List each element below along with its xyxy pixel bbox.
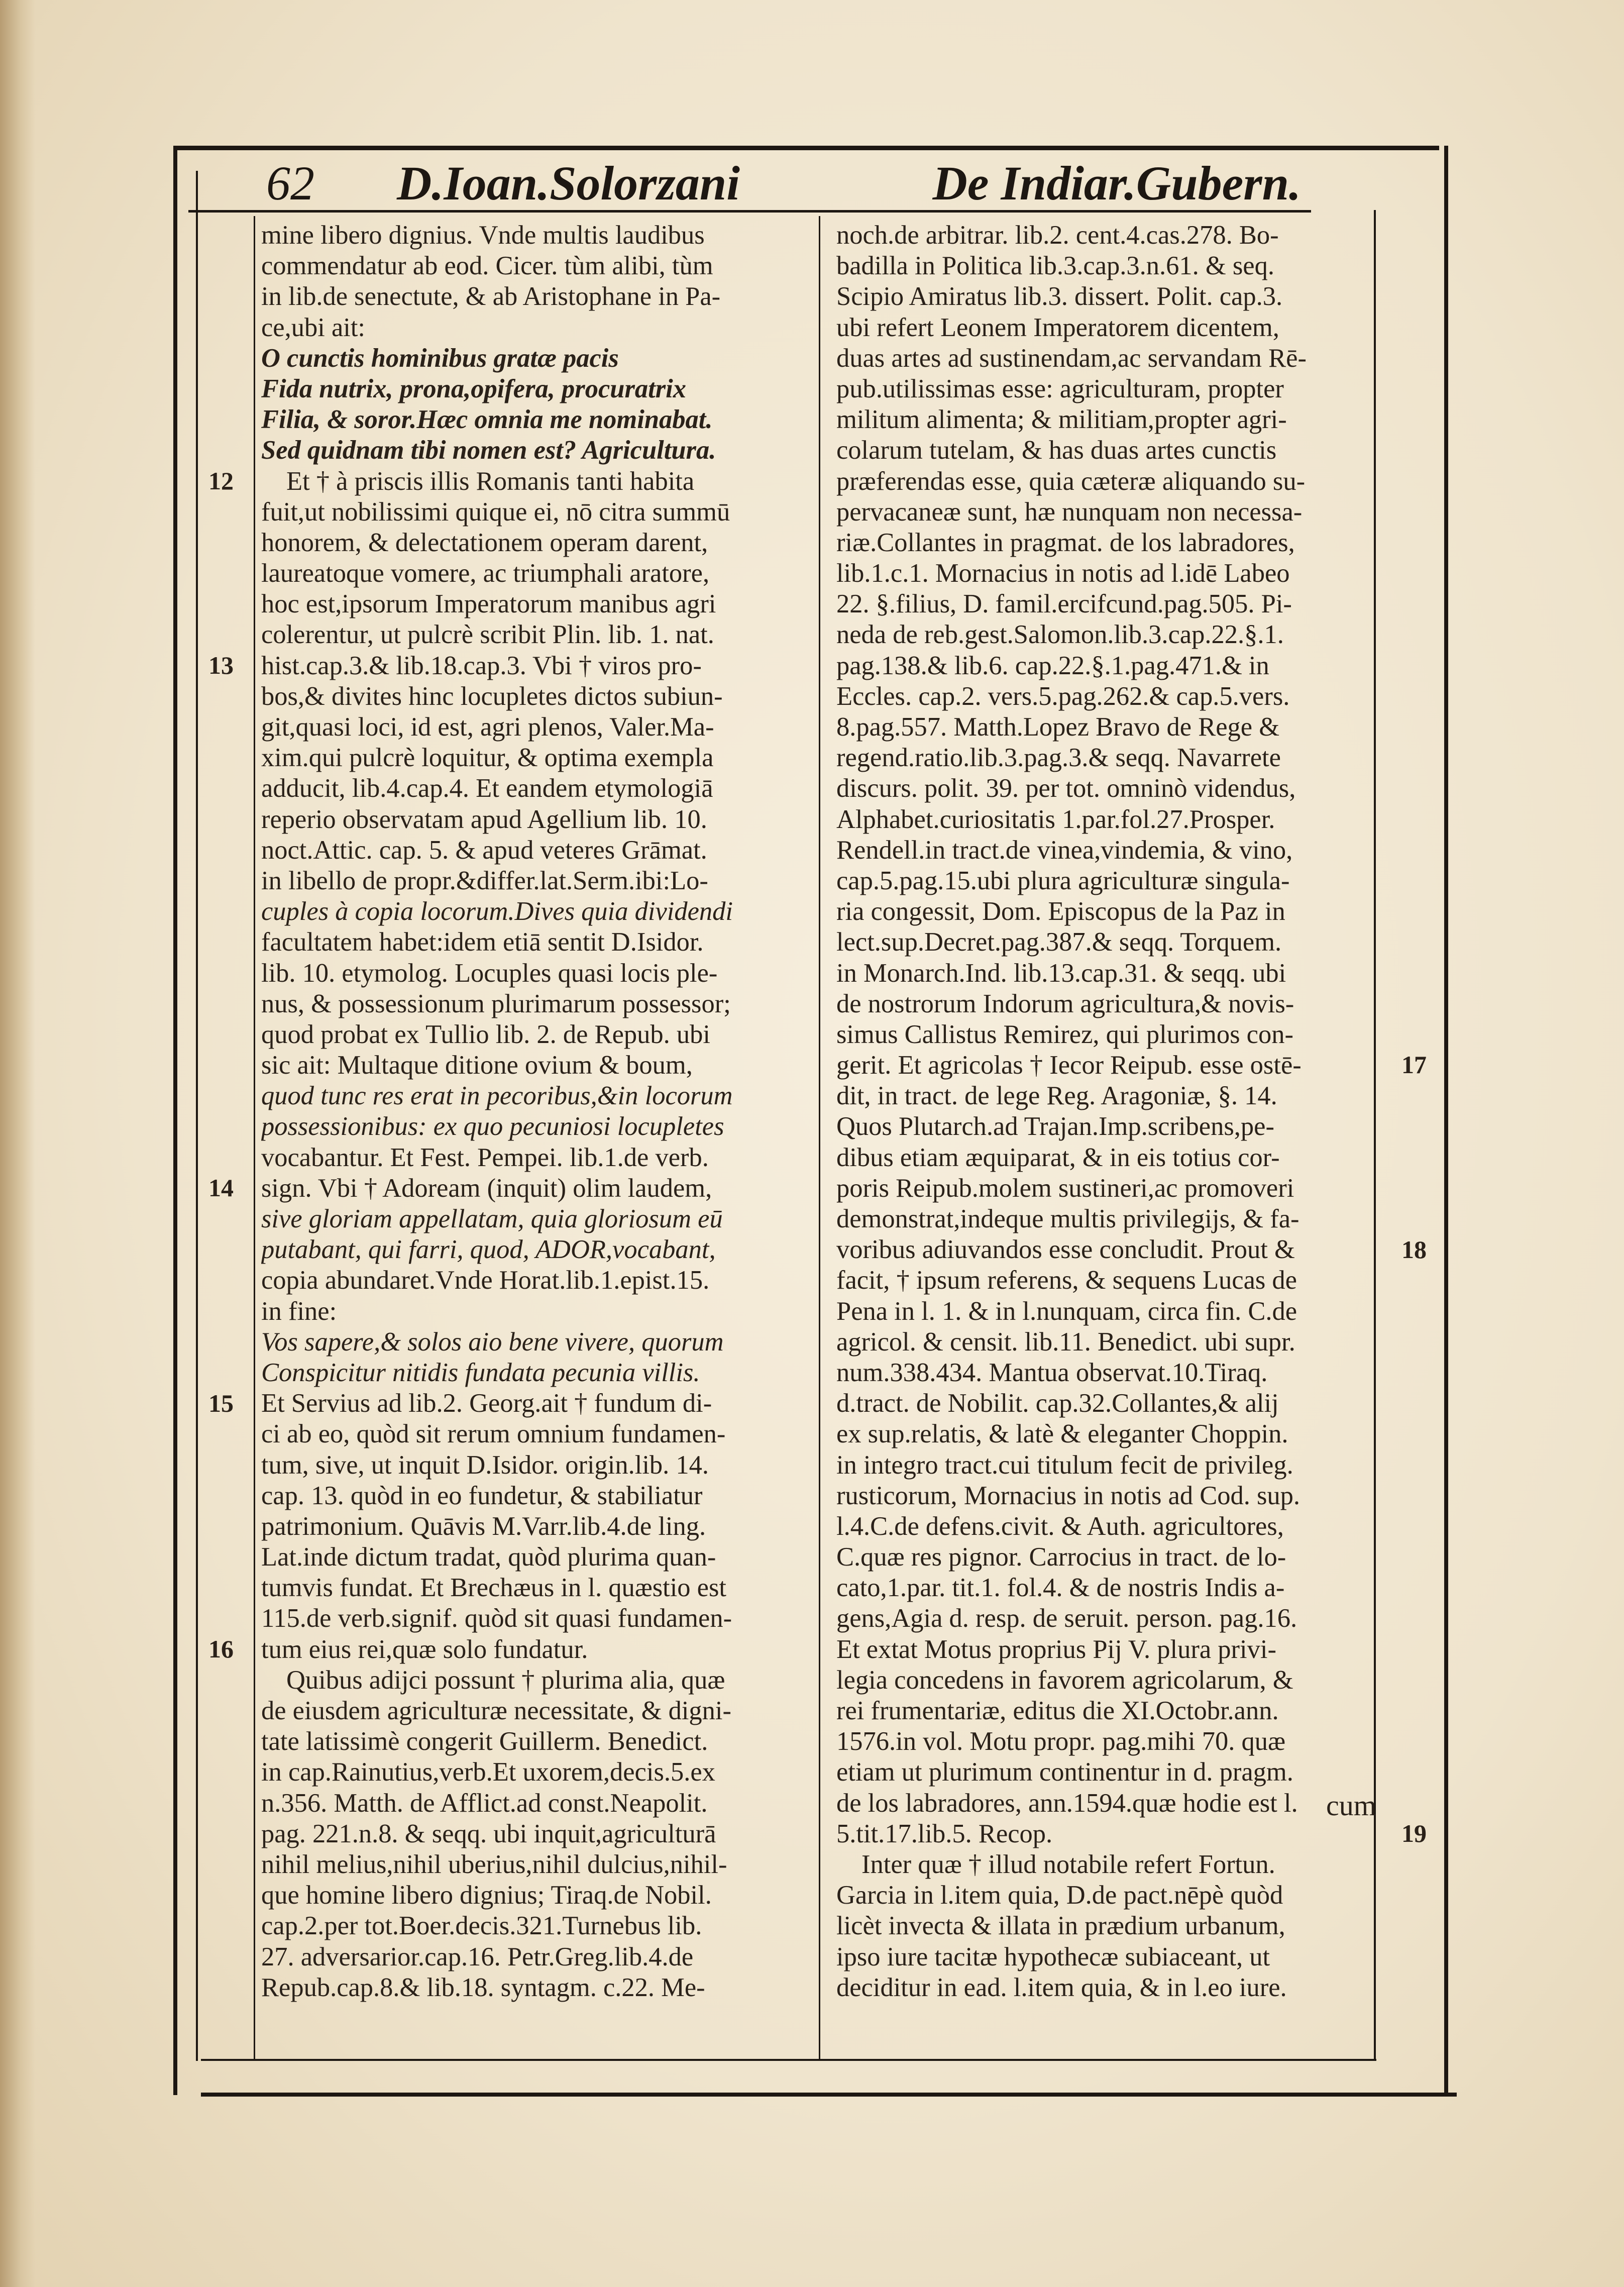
margin-number-left: 15 (208, 1389, 234, 1417)
text-line: deciditur in ead. l.item quia, & in l.eo iure. (836, 1972, 1287, 2002)
text-line: colarum tutelam, & has duas artes cunctis (836, 436, 1277, 465)
text-line: lib. 10. etymolog. Locuples quasi locis ple- (261, 958, 718, 988)
text-line: mine libero dignius. Vnde multis laudibus (261, 221, 705, 250)
text-line: quod tunc res erat in pecoribus,&in locorum (261, 1081, 733, 1111)
text-line: 1576.in vol. Motu propr. pag.mihi 70. quæ (836, 1727, 1285, 1756)
left-text-column (261, 220, 801, 2059)
top-rule-outer (173, 146, 1439, 150)
text-line: ipso iure tacitæ hypothecæ subiaceant, ut (836, 1942, 1270, 1971)
text-line: cato,1.par. tit.1. fol.4. & de nostris Indis a- (836, 1573, 1285, 1603)
text-line: Fida nutrix, prona,opifera, procuratrix (261, 374, 686, 403)
text-line: possessionibus: ex quo pecuniosi locupletes (261, 1112, 724, 1141)
margin-number-left: 14 (208, 1174, 234, 1202)
text-line: badilla in Politica lib.3.cap.3.n.61. & seq. (836, 251, 1274, 281)
text-line: neda de reb.gest.Salomon.lib.3.cap.22.§.1. (836, 620, 1284, 650)
text-line: simus Callistus Remirez, qui plurimos con- (836, 1019, 1293, 1049)
text-line: tum, sive, ut inquit D.Isidor. origin.lib. 14. (261, 1450, 709, 1480)
text-line: noct.Attic. cap. 5. & apud veteres Grāmat. (261, 835, 707, 865)
text-line: poris Reipub.molem sustineri,ac promoveri (836, 1173, 1294, 1203)
text-line: Alphabet.curiositatis 1.par.fol.27.Prosper. (836, 804, 1275, 834)
text-line: licèt invecta & illata in prædium urbanum, (836, 1911, 1285, 1941)
text-line: copia abundaret.Vnde Horat.lib.1.epist.15. (261, 1266, 710, 1295)
text-line: riæ.Collantes in pragmat. de los labradores, (836, 528, 1295, 557)
text-line: etiam ut plurimum continentur in d. pragm. (836, 1757, 1293, 1787)
text-line: pervacaneæ sunt, hæ nunquam non necessa- (836, 497, 1303, 527)
text-line: rei frumentariæ, editus die XI.Octobr.ann. (836, 1696, 1279, 1725)
text-line: Filia, & soror.Hæc omnia me nominabat. (261, 405, 713, 435)
text-line: patrimonium. Quāvis M.Varr.lib.4.de ling. (261, 1511, 706, 1541)
text-line: Garcia in l.item quia, D.de pact.nēpè quòd (836, 1881, 1283, 1910)
bottom-rule-outer (201, 2093, 1457, 2097)
text-line: Inter quæ † illud notabile refert Fortun. (861, 1849, 1275, 1879)
text-line: cuples à copia locorum.Dives quia dividendi (261, 897, 733, 926)
text-line: 115.de verb.signif. quòd sit quasi fundamen- (261, 1604, 732, 1633)
text-line: num.338.434. Mantua observat.10.Tiraq. (836, 1358, 1268, 1387)
text-line: 5.tit.17.lib.5. Recop. (836, 1819, 1053, 1848)
text-line: hist.cap.3.& lib.18.cap.3. Vbi † viros pro- (261, 651, 702, 680)
text-line: quod probat ex Tullio lib. 2. de Repub. ubi (261, 1019, 710, 1049)
text-line: in Monarch.Ind. lib.13.cap.31. & seqq. ubi (836, 958, 1286, 988)
bottom-rule-inner (201, 2059, 1376, 2061)
text-line: ubi refert Leonem Imperatorem dicentem, (836, 313, 1279, 342)
text-line: Vos sapere,& solos aio bene vivere, quorum (261, 1327, 724, 1357)
text-line: ex sup.relatis, & latè & eleganter Choppin. (836, 1419, 1288, 1449)
text-line: ci ab eo, quòd sit rerum omnium fundamen- (261, 1419, 726, 1449)
text-line: n.356. Matth. de Afflict.ad const.Neapolit. (261, 1788, 708, 1818)
text-line: Et Servius ad lib.2. Georg.ait † fundum di- (261, 1389, 712, 1418)
text-line: gens,Agia d. resp. de seruit. person. pag.16. (836, 1604, 1297, 1633)
text-line: gerit. Et agricolas † Iecor Reipub. esse ostē- (836, 1051, 1302, 1080)
margin-number-left: 12 (208, 466, 234, 495)
text-line: nus, & possessionum plurimarum possessor; (261, 989, 731, 1018)
right-text-column (836, 220, 1394, 2059)
text-line: Conspicitur nitidis fundata pecunia villis. (261, 1358, 700, 1387)
text-line: noch.de arbitrar. lib.2. cent.4.cas.278. Bo- (836, 221, 1279, 250)
text-line: sic ait: Multaque ditione ovium & boum, (261, 1051, 693, 1080)
text-line: de eiusdem agriculturæ necessitate, & digni- (261, 1696, 731, 1725)
text-line: 22. §.filius, D. famil.ercifcund.pag.505. Pi- (836, 589, 1292, 619)
text-line: sign. Vbi † Adoream (inquit) olim laudem, (261, 1173, 712, 1203)
author-name: D.Ioan.Solorzani (397, 156, 740, 210)
text-line: git,quasi loci, id est, agri plenos, Valer.Ma- (261, 712, 714, 742)
text-line: cap.2.per tot.Boer.decis.321.Turnebus lib. (261, 1911, 702, 1941)
text-line: d.tract. de Nobilit. cap.32.Collantes,& alij (836, 1389, 1279, 1418)
text-line: l.4.C.de defens.civit. & Auth. agricultores, (836, 1511, 1284, 1541)
text-line: que homine libero dignius; Tiraq.de Nobil. (261, 1881, 712, 1910)
margin-number-right: 19 (1401, 1819, 1427, 1848)
text-line: tumvis fundat. Et Brechæus in l. quæstio est (261, 1573, 727, 1603)
text-line: Et extat Motus proprius Pij V. plura privi- (836, 1634, 1276, 1664)
text-line: reperio observatam apud Agellium lib. 10. (261, 804, 707, 834)
text-line: in libello de propr.&differ.lat.Serm.ibi:Lo- (261, 866, 708, 895)
text-line: lib.1.c.1. Mornacius in notis ad l.idē Labeo (836, 559, 1290, 588)
text-line: facultatem habet:idem etiā sentit D.Isidor. (261, 927, 704, 957)
text-line: laureatoque vomere, ac triumphali aratore, (261, 559, 710, 588)
text-line: Pena in l. 1. & in l.nunquam, circa fin. C.de (836, 1296, 1297, 1326)
text-line: 27. adversarior.cap.16. Petr.Greg.lib.4.de (261, 1942, 694, 1971)
text-line: xim.qui pulcrè loquitur, & optima exempla (261, 743, 714, 773)
text-line: ria congessit, Dom. Episcopus de la Paz in (836, 897, 1285, 926)
text-line: pag.138.& lib.6. cap.22.§.1.pag.471.& in (836, 651, 1269, 680)
text-line: in cap.Rainutius,verb.Et uxorem,decis.5.ex (261, 1757, 715, 1787)
text-line: regend.ratio.lib.3.pag.3.& seqq. Navarrete (836, 743, 1281, 773)
text-line: hoc est,ipsorum Imperatorum manibus agri (261, 589, 716, 619)
column-divider-left (254, 216, 255, 2061)
text-line: Lat.inde dictum tradat, quòd plurima quan- (261, 1542, 716, 1572)
text-line: putabant, qui farri, quod, ADOR,vocabant, (261, 1235, 716, 1265)
margin-number-left: 13 (208, 651, 234, 679)
text-line: pub.utilissimas esse: agriculturam, propter (836, 374, 1284, 403)
text-line: fuit,ut nobilissimi quique ei, nō citra summū (261, 497, 730, 527)
text-line: militum alimenta; & militiam,propter agri- (836, 405, 1287, 435)
text-line: legia concedens in favorem agricolarum, & (836, 1665, 1293, 1695)
left-rule-outer (173, 146, 177, 2095)
text-line: cap.5.pag.15.ubi plura agriculturæ singula- (836, 866, 1290, 895)
text-line: in fine: (261, 1296, 337, 1326)
text-line: de los labradores, ann.1594.quæ hodie est l. (836, 1788, 1298, 1818)
text-line: discurs. polit. 39. per tot. omninò videndus, (836, 774, 1296, 803)
margin-number-right: 17 (1401, 1051, 1427, 1079)
text-line: adducit, lib.4.cap.4. Et eandem etymologiā (261, 774, 713, 803)
text-line: Eccles. cap.2. vers.5.pag.262.& cap.5.vers. (836, 681, 1290, 711)
left-rule-inner (196, 171, 198, 2061)
text-line: cap. 13. quòd in eo fundetur, & stabiliatur (261, 1481, 703, 1510)
text-line: Quos Plutarch.ad Trajan.Imp.scribens,pe- (836, 1112, 1274, 1141)
text-line: C.quæ res pignor. Carrocius in tract. de lo- (836, 1542, 1286, 1572)
text-line: Et † à priscis illis Romanis tanti habita (286, 466, 695, 496)
book-title: De Indiar.Gubern. (932, 156, 1301, 210)
text-line: tum eius rei,quæ solo fundatur. (261, 1634, 588, 1664)
text-line: 8.pag.557. Matth.Lopez Bravo de Rege & (836, 712, 1280, 742)
page-number: 62 (266, 156, 314, 210)
text-line: Quibus adijci possunt † plurima alia, quæ (286, 1665, 725, 1695)
text-line: de nostrorum Indorum agricultura,& novis- (836, 989, 1294, 1018)
text-line: tate latissimè congerit Guillerm. Benedict. (261, 1727, 708, 1756)
text-line: dit, in tract. de lege Reg. Aragoniæ, §. 14. (836, 1081, 1277, 1111)
text-line: sive gloriam appellatam, quia gloriosum eū (261, 1204, 723, 1233)
column-divider-center (819, 216, 820, 2061)
text-line: duas artes ad sustinendam,ac servandam Rē- (836, 343, 1307, 373)
page-edge-shadow (0, 0, 35, 2287)
text-line: bos,& divites hinc locupletes dictos subiun- (261, 681, 723, 711)
text-line: in integro tract.cui titulum fecit de privileg. (836, 1450, 1293, 1480)
margin-number-right: 18 (1401, 1235, 1427, 1264)
text-line: commendatur ab eod. Cicer. tùm alibi, tùm (261, 251, 713, 281)
text-line: colerentur, ut pulcrè scribit Plin. lib. 1. nat. (261, 620, 714, 650)
right-rule-outer (1444, 146, 1448, 2095)
text-line: in lib.de senectute, & ab Aristophane in Pa- (261, 282, 721, 311)
text-line: agricol. & censit. lib.11. Benedict. ubi supr. (836, 1327, 1295, 1357)
text-line: lect.sup.Decret.pag.387.& seqq. Torquem. (836, 927, 1282, 957)
text-line: nihil melius,nihil uberius,nihil dulcius,nihil- (261, 1849, 727, 1879)
margin-number-left: 16 (208, 1635, 234, 1664)
text-line: Scipio Amiratus lib.3. dissert. Polit. cap.3. (836, 282, 1283, 311)
text-line: præferendas esse, quia cæteræ aliquando su- (836, 466, 1306, 496)
text-line: O cunctis hominibus gratæ pacis (261, 343, 619, 373)
text-line: dibus etiam æquiparat, & in eis totius cor- (836, 1142, 1280, 1172)
text-line: demonstrat,indeque multis privilegijs, & fa- (836, 1204, 1300, 1233)
text-line: Repub.cap.8.& lib.18. syntagm. c.22. Me- (261, 1972, 705, 2002)
text-line: rusticorum, Mornacius in notis ad Cod. sup. (836, 1481, 1301, 1510)
text-line: voribus adiuvandos esse concludit. Prout & (836, 1235, 1295, 1265)
text-line: pag. 221.n.8. & seqq. ubi inquit,agriculturā (261, 1819, 716, 1848)
text-line: Sed quidnam tibi nomen est? Agricultura. (261, 436, 716, 465)
running-header (186, 153, 1301, 214)
text-line: honorem, & delectationem operam darent, (261, 528, 708, 557)
text-line: vocabantur. Et Fest. Pempei. lib.1.de verb. (261, 1142, 709, 1172)
text-line: ce,ubi ait: (261, 313, 366, 342)
catchword: cum (1326, 1789, 1376, 1822)
text-line: facit, † ipsum referens, & sequens Lucas de (836, 1266, 1297, 1295)
text-line: Rendell.in tract.de vinea,vindemia, & vino, (836, 835, 1293, 865)
